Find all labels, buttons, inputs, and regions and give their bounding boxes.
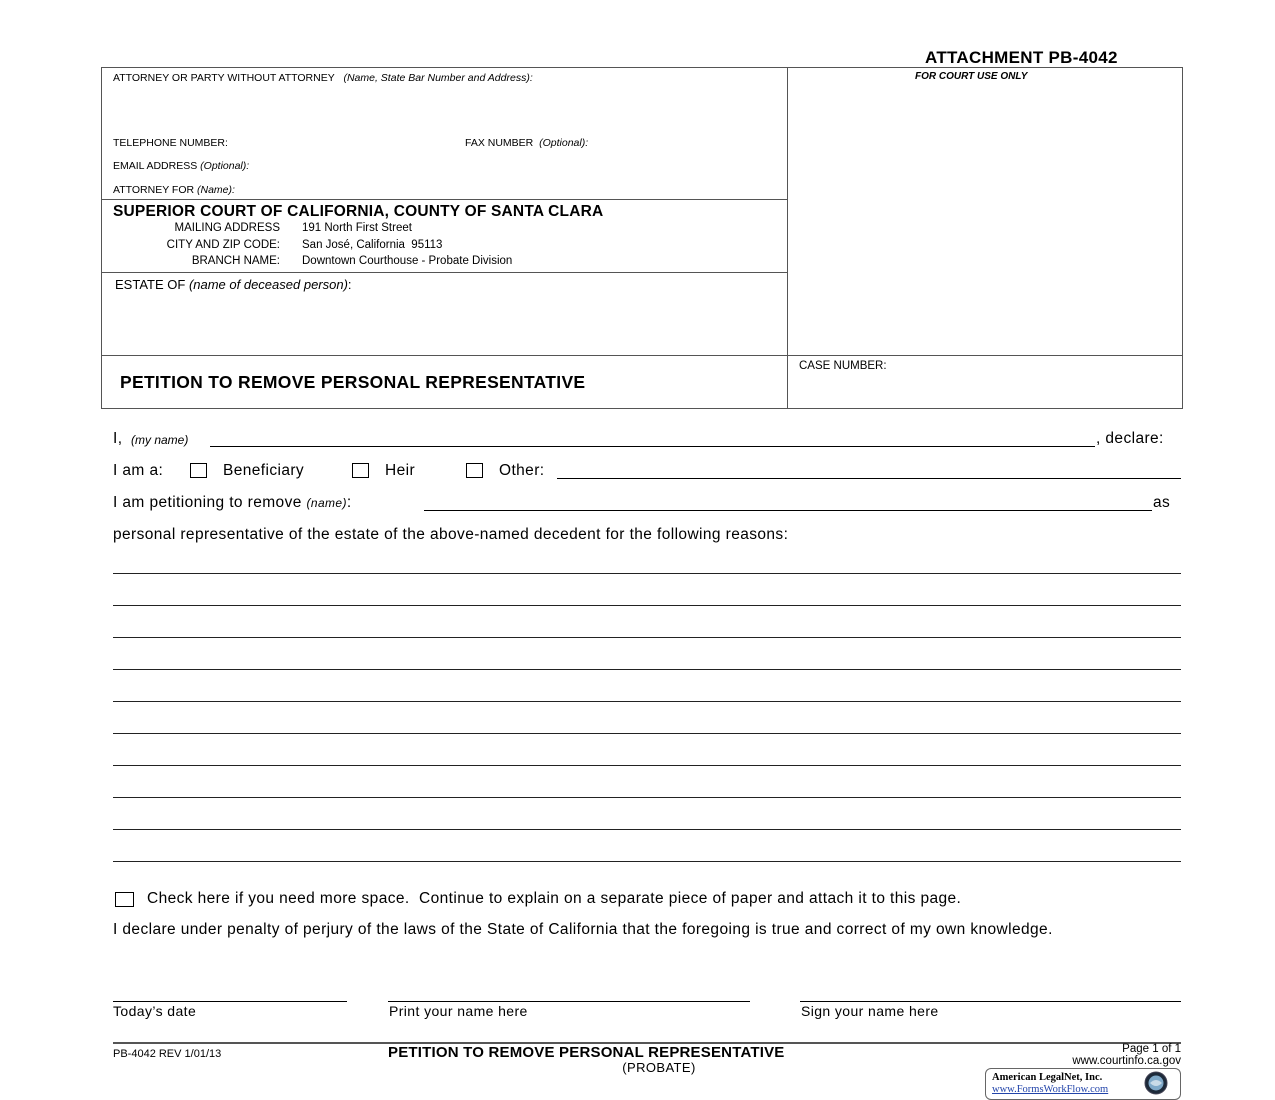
- reason-line[interactable]: [113, 797, 1181, 798]
- reason-line[interactable]: [113, 701, 1181, 702]
- estate-field[interactable]: ESTATE OF (name of deceased person):: [115, 277, 352, 292]
- reason-line[interactable]: [113, 733, 1181, 734]
- city-zip-label: CITY AND ZIP CODE:: [166, 239, 280, 251]
- print-name-input[interactable]: [388, 1001, 750, 1002]
- city-zip-value: San José, California 95113: [302, 239, 443, 251]
- court-use-label: FOR COURT USE ONLY: [915, 71, 1028, 82]
- attorney-for-field[interactable]: [113, 184, 235, 196]
- my-name-hint: (my name): [131, 433, 189, 447]
- heir-label: Heir: [385, 462, 416, 479]
- estate-hint: (name of deceased person): [188, 277, 348, 292]
- print-name-label: Print your name here: [389, 1003, 528, 1019]
- vendor-name: American LegalNet, Inc.: [992, 1072, 1103, 1083]
- signature-input[interactable]: [800, 1001, 1181, 1002]
- mailing-address-label: MAILING ADDRESS: [174, 222, 280, 234]
- case-number-field[interactable]: [799, 360, 887, 372]
- footer-page: Page 1 of 1: [1122, 1043, 1181, 1055]
- date-label: Today’s date: [113, 1003, 197, 1019]
- reason-line[interactable]: [113, 765, 1181, 766]
- reason-line[interactable]: [113, 829, 1181, 830]
- caption-box: [101, 67, 1183, 409]
- date-input[interactable]: [113, 1001, 347, 1002]
- reason-line[interactable]: [113, 573, 1181, 574]
- petitioning-label: I am petitioning to remove: [113, 494, 302, 511]
- court-name: SUPERIOR COURT OF CALIFORNIA, COUNTY OF SANTA CLARA: [113, 203, 604, 220]
- reasons-intro: personal representative of the estate of the above-named decedent for the following reasons:: [113, 526, 789, 543]
- email-field[interactable]: [113, 160, 249, 172]
- attorney-for-hint: (Name):: [197, 184, 235, 196]
- declare-label: , declare:: [1096, 430, 1164, 447]
- perjury-statement: I declare under penalty of perjury of the laws of the State of California that the foregoing is true and correct of my own knowledge.: [113, 921, 1053, 938]
- heir-checkbox[interactable]: [352, 463, 369, 478]
- estate-label: ESTATE OF: [115, 277, 186, 292]
- case-number-label: CASE NUMBER:: [799, 360, 887, 372]
- footer-form-code: PB-4042 REV 1/01/13: [113, 1048, 222, 1060]
- more-space-label: Check here if you need more space. Continue to explain on a separate piece of paper and attach it to this page.: [147, 890, 962, 907]
- vendor-url[interactable]: www.FormsWorkFlow.com: [992, 1084, 1109, 1095]
- reason-line[interactable]: [113, 669, 1181, 670]
- footer-website[interactable]: www.courtinfo.ca.gov: [1072, 1055, 1181, 1067]
- reason-line[interactable]: [113, 861, 1181, 862]
- footer-title: PETITION TO REMOVE PERSONAL REPRESENTATIVE: [388, 1044, 785, 1061]
- branch-value: Downtown Courthouse - Probate Division: [302, 255, 513, 267]
- as-label: as: [1153, 494, 1171, 511]
- court-section-top: [101, 199, 787, 200]
- petitioning-field: I am petitioning to remove (name):: [113, 494, 352, 511]
- attorney-field[interactable]: [113, 72, 533, 84]
- email-label: EMAIL ADDRESS: [113, 160, 198, 172]
- other-label: Other:: [499, 462, 545, 479]
- fax-label: FAX NUMBER: [465, 137, 534, 149]
- fax-field[interactable]: [465, 137, 588, 149]
- vendor-logo[interactable]: [985, 1068, 1181, 1100]
- telephone-label: TELEPHONE NUMBER:: [113, 137, 228, 149]
- title-section-top: [101, 355, 1182, 356]
- email-hint: (Optional):: [200, 160, 250, 172]
- beneficiary-label: Beneficiary: [223, 462, 305, 479]
- mailing-address-value: 191 North First Street: [302, 222, 412, 234]
- petitioning-hint: (name): [306, 496, 347, 510]
- estate-section-top: [101, 272, 787, 273]
- globe-icon: [1144, 1071, 1168, 1095]
- my-name-input[interactable]: [210, 446, 1095, 447]
- beneficiary-checkbox[interactable]: [190, 463, 207, 478]
- more-space-checkbox[interactable]: [115, 892, 134, 907]
- i-am-a-label: I am a:: [113, 462, 164, 479]
- other-checkbox[interactable]: [466, 463, 483, 478]
- sign-name-label: Sign your name here: [801, 1003, 939, 1019]
- branch-label: BRANCH NAME:: [191, 255, 280, 267]
- i-label: I,: [113, 430, 123, 447]
- reason-line[interactable]: [113, 605, 1181, 606]
- fax-hint: (Optional):: [539, 137, 589, 149]
- attorney-for-label: ATTORNEY FOR: [113, 184, 195, 196]
- other-input[interactable]: [557, 478, 1181, 479]
- attorney-label: ATTORNEY OR PARTY WITHOUT ATTORNEY: [113, 72, 335, 84]
- attachment-title: ATTACHMENT PB-4042: [925, 48, 1118, 67]
- reason-line[interactable]: [113, 637, 1181, 638]
- telephone-field[interactable]: [113, 137, 228, 149]
- attorney-hint: (Name, State Bar Number and Address):: [343, 72, 533, 84]
- form-title: PETITION TO REMOVE PERSONAL REPRESENTATIVE: [120, 372, 586, 392]
- remove-name-input[interactable]: [424, 510, 1152, 511]
- caption-divider: [787, 67, 788, 408]
- footer-subtitle: (PROBATE): [622, 1060, 696, 1075]
